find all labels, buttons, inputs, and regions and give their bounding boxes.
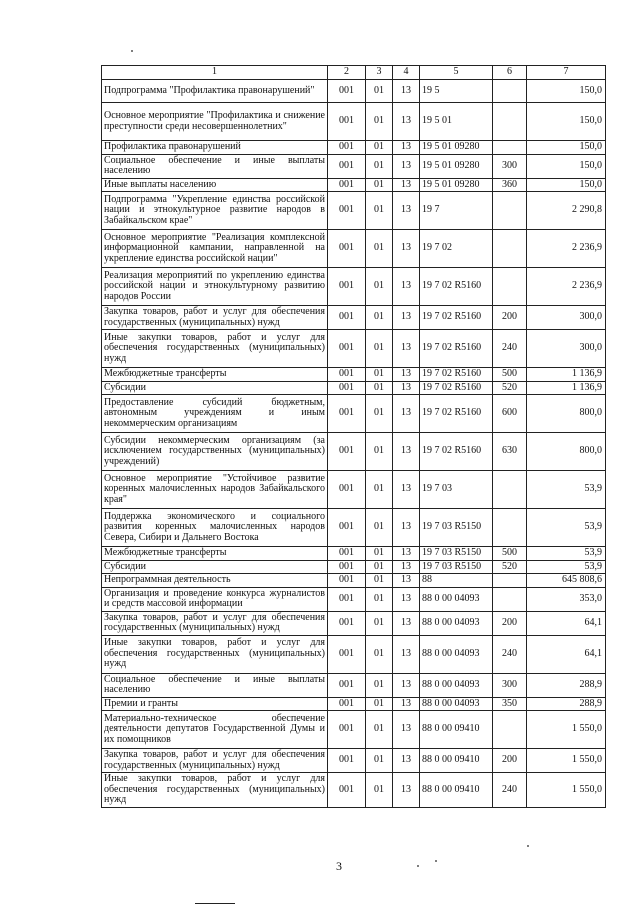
row-amount: 150,0 <box>527 141 606 155</box>
row-csr: 19 7 02 R5160 <box>420 268 493 306</box>
row-csr: 19 5 <box>420 80 493 103</box>
header-cell: 7 <box>527 66 606 80</box>
row-amount: 800,0 <box>527 433 606 471</box>
row-ved: 001 <box>328 547 366 561</box>
row-name: Непрограммная деятельность <box>102 574 328 588</box>
row-amount: 64,1 <box>527 635 606 673</box>
row-vr: 360 <box>493 178 527 192</box>
row-name: Субсидии <box>102 560 328 574</box>
row-pr: 13 <box>393 711 420 749</box>
row-amount: 300,0 <box>527 330 606 368</box>
row-rz: 01 <box>366 611 393 635</box>
row-ved: 001 <box>328 711 366 749</box>
row-pr: 13 <box>393 192 420 230</box>
row-rz: 01 <box>366 697 393 711</box>
row-name: Субсидии некоммерческим организациям (за исключением государственных (муниципальных) учреждений) <box>102 433 328 471</box>
row-rz: 01 <box>366 395 393 433</box>
header-row <box>102 66 606 80</box>
row-pr: 13 <box>393 697 420 711</box>
row-amount: 1 550,0 <box>527 773 606 808</box>
table-row <box>102 587 606 611</box>
header-cell: 6 <box>493 66 527 80</box>
table-row <box>102 192 606 230</box>
row-rz: 01 <box>366 192 393 230</box>
row-amount: 353,0 <box>527 587 606 611</box>
row-vr: 600 <box>493 395 527 433</box>
row-csr: 88 0 00 09410 <box>420 773 493 808</box>
row-amount: 2 236,9 <box>527 268 606 306</box>
row-rz: 01 <box>366 635 393 673</box>
row-vr <box>493 509 527 547</box>
row-pr: 13 <box>393 103 420 141</box>
row-name: Основное мероприятие "Профилактика и снижение преступности среди несовершеннолетних" <box>102 103 328 141</box>
row-amount: 1 550,0 <box>527 711 606 749</box>
row-pr: 13 <box>393 306 420 330</box>
scan-speck <box>527 845 529 847</box>
row-rz: 01 <box>366 711 393 749</box>
row-ved: 001 <box>328 103 366 141</box>
row-ved: 001 <box>328 154 366 178</box>
row-vr: 520 <box>493 560 527 574</box>
row-name: Организация и проведение конкурса журналистов и средств массовой информации <box>102 587 328 611</box>
row-rz: 01 <box>366 178 393 192</box>
row-amount: 2 290,8 <box>527 192 606 230</box>
table-row <box>102 697 606 711</box>
row-vr: 300 <box>493 154 527 178</box>
page-number: 3 <box>336 859 342 873</box>
row-ved: 001 <box>328 560 366 574</box>
row-pr: 13 <box>393 381 420 395</box>
row-ved: 001 <box>328 587 366 611</box>
row-vr: 200 <box>493 611 527 635</box>
row-csr: 88 0 00 04093 <box>420 611 493 635</box>
row-csr: 19 7 02 R5160 <box>420 306 493 330</box>
row-name: Социальное обеспечение и иные выплаты населению <box>102 673 328 697</box>
row-csr: 19 7 02 R5160 <box>420 368 493 382</box>
row-name: Предоставление субсидий бюджетным, автономным учреждениям и иным некоммерческим организациям <box>102 395 328 433</box>
row-csr: 19 7 02 R5160 <box>420 433 493 471</box>
row-rz: 01 <box>366 471 393 509</box>
row-amount: 150,0 <box>527 154 606 178</box>
row-name: Межбюджетные трансферты <box>102 368 328 382</box>
row-pr: 13 <box>393 178 420 192</box>
table-row <box>102 509 606 547</box>
table-row <box>102 368 606 382</box>
row-vr: 300 <box>493 673 527 697</box>
row-rz: 01 <box>366 268 393 306</box>
row-csr: 88 0 00 04093 <box>420 697 493 711</box>
row-ved: 001 <box>328 330 366 368</box>
row-ved: 001 <box>328 749 366 773</box>
row-rz: 01 <box>366 141 393 155</box>
row-amount: 645 808,6 <box>527 574 606 588</box>
row-name: Профилактика правонарушений <box>102 141 328 155</box>
row-ved: 001 <box>328 673 366 697</box>
row-amount: 64,1 <box>527 611 606 635</box>
row-ved: 001 <box>328 192 366 230</box>
header-cell: 2 <box>328 66 366 80</box>
row-name: Закупка товаров, работ и услуг для обеспечения государственных (муниципальных) нужд <box>102 749 328 773</box>
row-ved: 001 <box>328 635 366 673</box>
row-vr <box>493 80 527 103</box>
row-ved: 001 <box>328 611 366 635</box>
table-row <box>102 268 606 306</box>
row-ved: 001 <box>328 306 366 330</box>
row-name: Закупка товаров, работ и услуг для обеспечения государственных (муниципальных) нужд <box>102 306 328 330</box>
row-csr: 19 7 02 R5160 <box>420 330 493 368</box>
row-pr: 13 <box>393 141 420 155</box>
row-name: Премии и гранты <box>102 697 328 711</box>
table-row <box>102 230 606 268</box>
row-rz: 01 <box>366 773 393 808</box>
row-name: Закупка товаров, работ и услуг для обеспечения государственных (муниципальных) нужд <box>102 611 328 635</box>
row-csr: 19 7 02 <box>420 230 493 268</box>
row-amount: 1 136,9 <box>527 381 606 395</box>
row-vr <box>493 268 527 306</box>
row-ved: 001 <box>328 433 366 471</box>
row-pr: 13 <box>393 433 420 471</box>
row-rz: 01 <box>366 154 393 178</box>
row-name: Подпрограмма "Укрепление единства российской нации и этнокультурное развитие народов в Забайкальском крае" <box>102 192 328 230</box>
table-row <box>102 103 606 141</box>
row-pr: 13 <box>393 154 420 178</box>
row-name: Социальное обеспечение и иные выплаты населению <box>102 154 328 178</box>
table-row <box>102 635 606 673</box>
row-name: Иные закупки товаров, работ и услуг для обеспечения государственных (муниципальных) нужд <box>102 330 328 368</box>
row-ved: 001 <box>328 178 366 192</box>
row-amount: 53,9 <box>527 471 606 509</box>
row-amount: 288,9 <box>527 697 606 711</box>
table-row <box>102 611 606 635</box>
row-ved: 001 <box>328 509 366 547</box>
table-row <box>102 154 606 178</box>
row-vr: 350 <box>493 697 527 711</box>
row-rz: 01 <box>366 433 393 471</box>
row-vr <box>493 192 527 230</box>
row-name: Иные закупки товаров, работ и услуг для обеспечения государственных (муниципальных) нужд <box>102 773 328 808</box>
row-name: Подпрограмма "Профилактика правонарушений" <box>102 80 328 103</box>
row-amount: 288,9 <box>527 673 606 697</box>
row-amount: 1 136,9 <box>527 368 606 382</box>
table-row <box>102 673 606 697</box>
row-rz: 01 <box>366 330 393 368</box>
row-pr: 13 <box>393 635 420 673</box>
row-csr: 88 0 00 09410 <box>420 711 493 749</box>
table-row <box>102 471 606 509</box>
row-rz: 01 <box>366 509 393 547</box>
row-pr: 13 <box>393 471 420 509</box>
scan-speck <box>131 50 133 52</box>
row-vr <box>493 711 527 749</box>
row-amount: 150,0 <box>527 103 606 141</box>
row-csr: 19 5 01 <box>420 103 493 141</box>
row-csr: 19 5 01 09280 <box>420 141 493 155</box>
row-pr: 13 <box>393 611 420 635</box>
row-ved: 001 <box>328 80 366 103</box>
row-amount: 53,9 <box>527 560 606 574</box>
budget-table <box>101 65 606 808</box>
row-pr: 13 <box>393 509 420 547</box>
row-rz: 01 <box>366 381 393 395</box>
row-ved: 001 <box>328 574 366 588</box>
row-name: Поддержка экономического и социального развития коренных малочисленных народов Севера, Сибири и Дальнего Востока <box>102 509 328 547</box>
row-ved: 001 <box>328 471 366 509</box>
row-ved: 001 <box>328 368 366 382</box>
row-rz: 01 <box>366 749 393 773</box>
table-row <box>102 574 606 588</box>
row-rz: 01 <box>366 103 393 141</box>
row-pr: 13 <box>393 547 420 561</box>
row-amount: 150,0 <box>527 178 606 192</box>
row-pr: 13 <box>393 330 420 368</box>
row-csr: 88 0 00 04093 <box>420 635 493 673</box>
table-row <box>102 178 606 192</box>
row-amount: 1 550,0 <box>527 749 606 773</box>
row-pr: 13 <box>393 673 420 697</box>
row-csr: 19 5 01 09280 <box>420 178 493 192</box>
row-vr: 240 <box>493 635 527 673</box>
row-csr: 88 0 00 04093 <box>420 673 493 697</box>
table-row <box>102 547 606 561</box>
row-name: Субсидии <box>102 381 328 395</box>
row-csr: 88 0 00 09410 <box>420 749 493 773</box>
row-pr: 13 <box>393 574 420 588</box>
row-amount: 150,0 <box>527 80 606 103</box>
row-vr <box>493 230 527 268</box>
row-vr: 520 <box>493 381 527 395</box>
row-csr: 19 7 03 R5150 <box>420 547 493 561</box>
row-ved: 001 <box>328 395 366 433</box>
row-ved: 001 <box>328 773 366 808</box>
row-csr: 88 0 00 04093 <box>420 587 493 611</box>
table-row <box>102 395 606 433</box>
header-cell: 5 <box>420 66 493 80</box>
row-ved: 001 <box>328 141 366 155</box>
table-row <box>102 381 606 395</box>
scan-speck <box>417 865 419 867</box>
row-vr <box>493 141 527 155</box>
table-row <box>102 433 606 471</box>
row-csr: 19 7 03 <box>420 471 493 509</box>
footer-rule <box>195 903 235 904</box>
row-amount: 53,9 <box>527 547 606 561</box>
row-csr: 19 7 03 R5150 <box>420 560 493 574</box>
table-row <box>102 711 606 749</box>
row-csr: 88 <box>420 574 493 588</box>
row-rz: 01 <box>366 560 393 574</box>
row-ved: 001 <box>328 381 366 395</box>
row-pr: 13 <box>393 773 420 808</box>
row-vr: 240 <box>493 773 527 808</box>
table-row <box>102 560 606 574</box>
row-vr: 240 <box>493 330 527 368</box>
row-vr: 200 <box>493 306 527 330</box>
table-row <box>102 773 606 808</box>
row-vr: 200 <box>493 749 527 773</box>
row-ved: 001 <box>328 697 366 711</box>
row-amount: 2 236,9 <box>527 230 606 268</box>
row-csr: 19 7 02 R5160 <box>420 381 493 395</box>
row-rz: 01 <box>366 673 393 697</box>
row-vr <box>493 587 527 611</box>
row-rz: 01 <box>366 368 393 382</box>
row-ved: 001 <box>328 230 366 268</box>
row-rz: 01 <box>366 574 393 588</box>
row-name: Иные выплаты населению <box>102 178 328 192</box>
row-pr: 13 <box>393 268 420 306</box>
table-row <box>102 749 606 773</box>
row-amount: 53,9 <box>527 509 606 547</box>
row-rz: 01 <box>366 547 393 561</box>
row-rz: 01 <box>366 587 393 611</box>
row-rz: 01 <box>366 230 393 268</box>
row-pr: 13 <box>393 560 420 574</box>
row-vr <box>493 103 527 141</box>
row-pr: 13 <box>393 230 420 268</box>
header-cell: 4 <box>393 66 420 80</box>
row-vr: 630 <box>493 433 527 471</box>
row-rz: 01 <box>366 80 393 103</box>
row-vr <box>493 574 527 588</box>
row-vr: 500 <box>493 547 527 561</box>
row-name: Реализация мероприятий по укреплению единства российской нации и этнокультурному развитию народов России <box>102 268 328 306</box>
row-vr: 500 <box>493 368 527 382</box>
row-rz: 01 <box>366 306 393 330</box>
row-name: Основное мероприятие "Реализация комплексной информационной кампании, направленной на укрепление единства российской нации" <box>102 230 328 268</box>
table-row <box>102 141 606 155</box>
row-ved: 001 <box>328 268 366 306</box>
row-csr: 19 7 03 R5150 <box>420 509 493 547</box>
row-pr: 13 <box>393 587 420 611</box>
row-pr: 13 <box>393 368 420 382</box>
row-name: Основное мероприятие "Устойчивое развитие коренных малочисленных народов Забайкальского края" <box>102 471 328 509</box>
row-vr <box>493 471 527 509</box>
table-row <box>102 80 606 103</box>
header-cell: 3 <box>366 66 393 80</box>
row-pr: 13 <box>393 395 420 433</box>
row-pr: 13 <box>393 749 420 773</box>
row-amount: 800,0 <box>527 395 606 433</box>
row-name: Материально-техническое обеспечение деятельности депутатов Государственной Думы и их помощников <box>102 711 328 749</box>
row-pr: 13 <box>393 80 420 103</box>
row-name: Иные закупки товаров, работ и услуг для обеспечения государственных (муниципальных) нужд <box>102 635 328 673</box>
row-csr: 19 7 02 R5160 <box>420 395 493 433</box>
table-row <box>102 306 606 330</box>
row-name: Межбюджетные трансферты <box>102 547 328 561</box>
table-row <box>102 330 606 368</box>
row-csr: 19 5 01 09280 <box>420 154 493 178</box>
scan-speck <box>435 860 437 862</box>
row-csr: 19 7 <box>420 192 493 230</box>
row-amount: 300,0 <box>527 306 606 330</box>
header-cell: 1 <box>102 66 328 80</box>
